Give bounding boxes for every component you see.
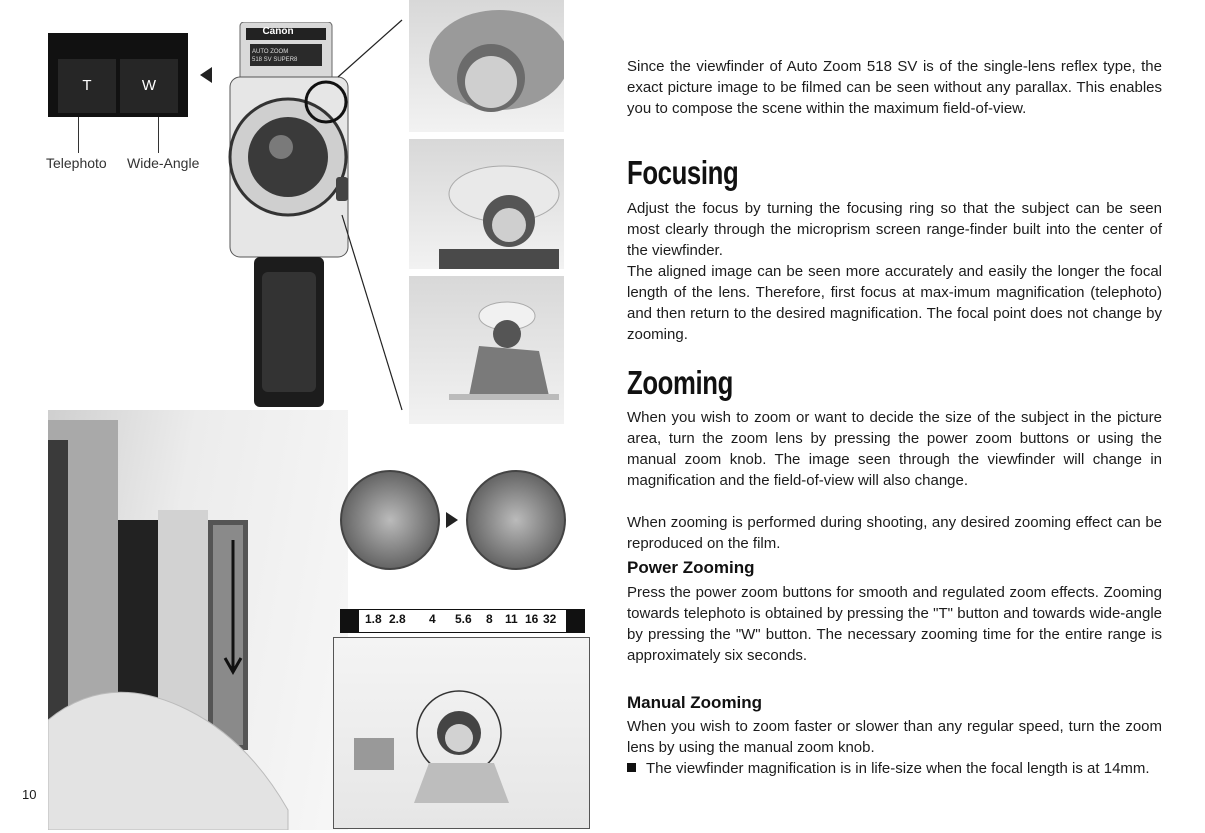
focusing-paragraph-2: The aligned image can be seen more accurately and easily the longer the focal length of the lens. Therefore, first focus at max-imum magnification (telephoto) and then return to the desired magnification. The focal point does not change by zooming. (627, 263, 1162, 343)
focusing-heading: Focusing (627, 154, 739, 191)
wide-angle-photo (409, 276, 564, 424)
viewfinder-image (333, 637, 590, 829)
telephoto-photo (409, 0, 564, 132)
power-zooming-heading: Power Zooming (627, 558, 755, 577)
telephoto-leader-line (78, 117, 79, 153)
focusing-paragraph-1: Adjust the focus by turning the focusing ring so that the subject can be seen most clearly through the microprism screen range-finder built into the center of the viewfinder. (627, 200, 1162, 259)
zoom-leader-lines (300, 15, 410, 415)
t-button-illustration: T (58, 59, 116, 113)
manual-zoom-lens-photo (48, 410, 348, 830)
aperture-32: 32 (543, 612, 557, 626)
medium-zoom-photo (409, 139, 564, 269)
manual-zooming-heading: Manual Zooming (627, 693, 763, 712)
zooming-paragraph-1: When you wish to zoom or want to decide the size of the subject in the picture area, turn the zoom lens by pressing the power zoom buttons or using the manual zoom knob. The image seen through the viewfinder will change in magnification and the field-of-view will also change. (627, 409, 1162, 489)
focal-length-note: The viewfinder magnification is in life-size when the focal length is at 14mm. (627, 758, 1162, 779)
intro-paragraph: Since the viewfinder of Auto Zoom 518 SV is of the single-lens reflex type, the exact picture image to be filmed can be seen without any parallax. This enables you to compose the scene within the maximum field-of-view. (627, 58, 1162, 117)
aperture-11: 11 (505, 612, 518, 626)
aperture-1-8: 1.8 (365, 612, 382, 626)
aperture-2-8: 2.8 (389, 612, 406, 626)
wide-leader-line (158, 117, 159, 153)
aperture-8: 8 (486, 612, 493, 626)
zooming-paragraph-2: When zooming is performed during shooting, any desired zooming effect can be reproduced on the film. (627, 514, 1162, 552)
pointer-arrow-icon (200, 67, 212, 83)
camera-brand-text: Canon (262, 26, 294, 37)
power-zooming-paragraph: Press the power zoom buttons for smooth and regulated zoom effects. Zooming towards telephoto is obtained by pressing the "T" button and towards wide-angle by pressing the "W" button. The necessary zooming time for the entire range is approximately six seconds. (627, 584, 1162, 664)
arrow-right-icon (446, 512, 458, 528)
aperture-4: 4 (429, 612, 436, 626)
unfocused-view-circle (340, 470, 440, 570)
focused-view-circle (466, 470, 566, 570)
zoom-buttons-illustration (48, 33, 188, 117)
aperture-16: 16 (525, 612, 539, 626)
aperture-5-6: 5.6 (455, 612, 472, 626)
bullet-icon (627, 763, 636, 772)
zooming-heading: Zooming (627, 364, 733, 401)
camera-model-text: AUTO ZOOM 518 SV SUPER8 (252, 49, 298, 63)
manual-zooming-paragraph: When you wish to zoom faster or slower than any regular speed, turn the zoom lens by using the manual zoom knob. (627, 718, 1162, 756)
page-number: 10 (22, 787, 37, 802)
telephoto-label: Telephoto (46, 155, 107, 171)
aperture-scale (340, 609, 585, 633)
w-button-illustration: W (120, 59, 178, 113)
wide-angle-label: Wide-Angle (127, 155, 200, 171)
